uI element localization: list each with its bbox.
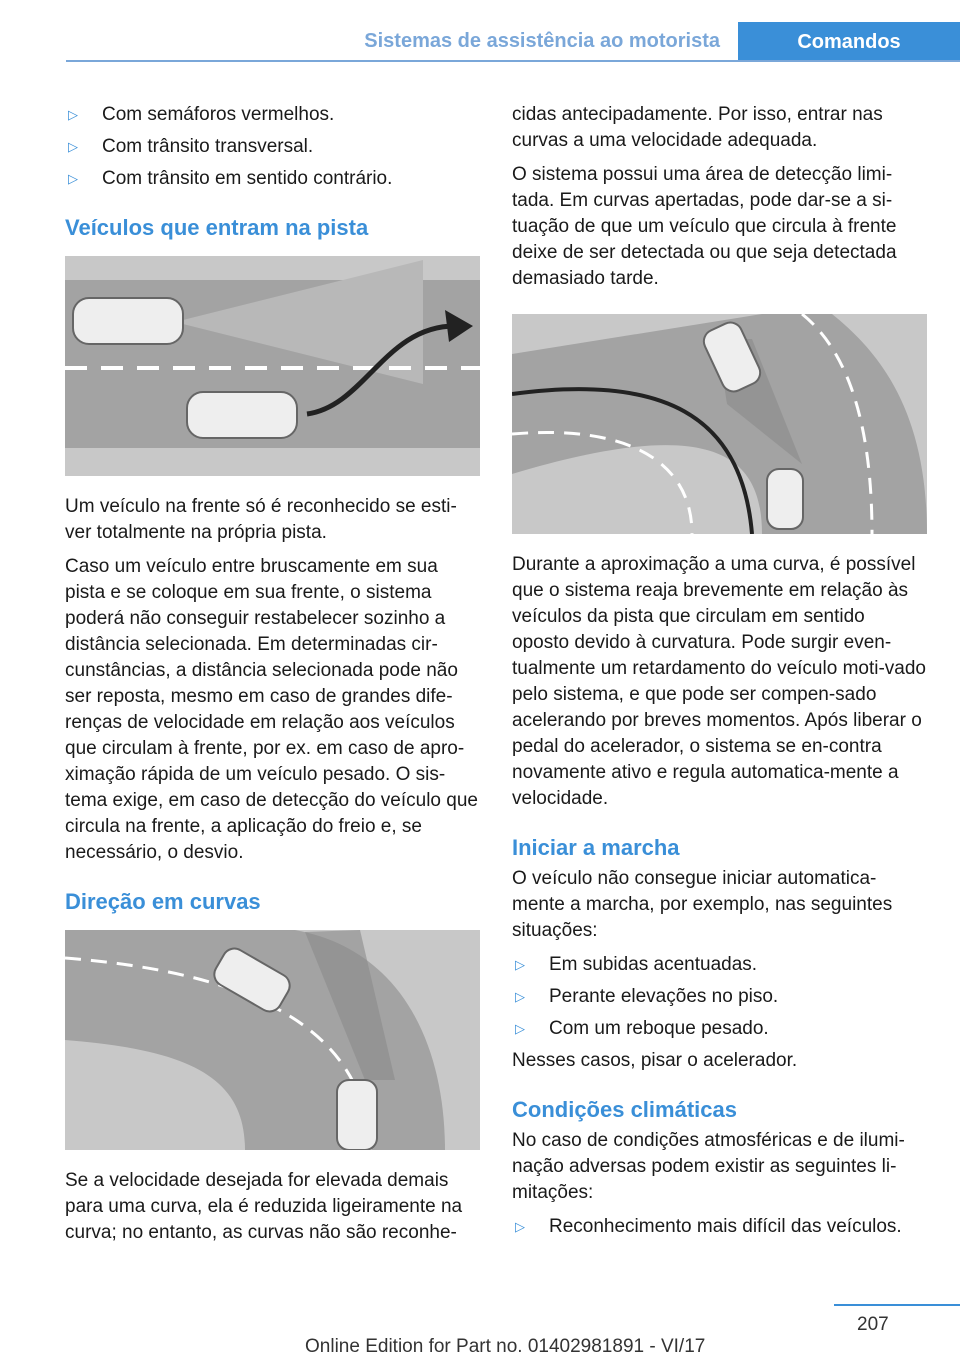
triangle-right-icon: ▷ <box>68 171 78 186</box>
triangle-right-icon: ▷ <box>68 107 78 122</box>
list-item: ▷ Com um reboque pesado. <box>512 1016 927 1042</box>
heading-start: Iniciar a marcha <box>512 835 680 860</box>
list-item: ▷ Com trânsito transversal. <box>65 134 480 160</box>
triangle-right-icon: ▷ <box>515 989 525 1004</box>
paragraph: Se a velocidade desejada for elevada demais para uma curva, ela é reduzida ligeiramente na curva; no entanto, as curvas não são reconhe- <box>65 1170 463 1243</box>
figure-oncoming <box>512 314 927 534</box>
heading-weather: Condições climáticas <box>512 1097 737 1122</box>
triangle-right-icon: ▷ <box>515 1021 525 1036</box>
list-item: ▷ Com semáforos vermelhos. <box>65 102 480 128</box>
page-number: 207 <box>857 1314 889 1335</box>
section-title: Sistemas de assistência ao motorista <box>364 30 720 52</box>
right-column <box>512 102 927 1246</box>
triangle-right-icon: ▷ <box>68 139 78 154</box>
paragraph: Durante a aproximação a uma curva, é possível que o sistema reaja brevemente em relação às veículos da pista que circulam em sentido oposto devido à curvatura. Pode surgir even-tualmente um retardamento do veículo moti-vado pelo sistema, e que pode ser compen-sado acelerando por breves momentos. Após liberar o pedal do acelerador, o sistema se en-contra novamente ativo e regula automatica-mente a velocidade. <box>512 554 926 809</box>
left-column <box>65 102 480 1254</box>
header-rule <box>66 60 960 62</box>
paragraph: O veículo não consegue iniciar automatica-mente a marcha, por exemplo, nas seguintes situações: <box>512 868 893 941</box>
figure-cut-in <box>65 256 480 476</box>
list-item: ▷ Perante elevações no piso. <box>512 984 927 1010</box>
paragraph: Um veículo na frente só é reconhecido se esti-ver totalmente na própria pista. <box>65 496 457 543</box>
paragraph: Caso um veículo entre bruscamente em sua pista e se coloque em sua frente, o sistema poderá não conseguir restabelecer sozinho a distância selecionada. Em determinadas cir-cunstâncias, a distância selecionada pode não ser reposta, mesmo em caso de grandes dife-renças de velocidade em relação aos veículos que circulam à frente, por ex. em caso de apro-ximação rápida de um veículo pesado. O sis-tema exige, em caso de detecção do veículo que circula na frente, a aplicação do freio e, se necessário, o desvio. <box>65 556 478 863</box>
page-header <box>0 0 960 62</box>
chapter-tab: Comandos <box>738 22 960 62</box>
paragraph: No caso de condições atmosféricas e de ilumi-nação adversas podem existir as seguintes li-mitações: <box>512 1130 905 1203</box>
heading-cut-in: Veículos que entram na pista <box>65 215 369 240</box>
paragraph: cidas antecipadamente. Por isso, entrar nas curvas a uma velocidade adequada. <box>512 104 883 151</box>
triangle-right-icon: ▷ <box>515 957 525 972</box>
edition-text: Online Edition for Part no. 01402981891 - VI/17 <box>305 1336 706 1357</box>
figure-curve <box>65 930 480 1150</box>
triangle-right-icon: ▷ <box>515 1219 525 1234</box>
paragraph: Nesses casos, pisar o acelerador. <box>512 1050 798 1071</box>
list-item: ▷ Reconhecimento mais difícil das veículos. <box>512 1214 927 1240</box>
footer-rule <box>834 1304 960 1306</box>
heading-curves: Direção em curvas <box>65 889 261 914</box>
paragraph: O sistema possui uma área de detecção limi-tada. Em curvas apertadas, pode dar-se a si-tuação de que um veículo que circula à frente deixe de ser detectada ou que seja detectada demasiado tarde. <box>512 164 897 289</box>
list-item: ▷ Em subidas acentuadas. <box>512 952 927 978</box>
list-item: ▷ Com trânsito em sentido contrário. <box>65 166 480 192</box>
